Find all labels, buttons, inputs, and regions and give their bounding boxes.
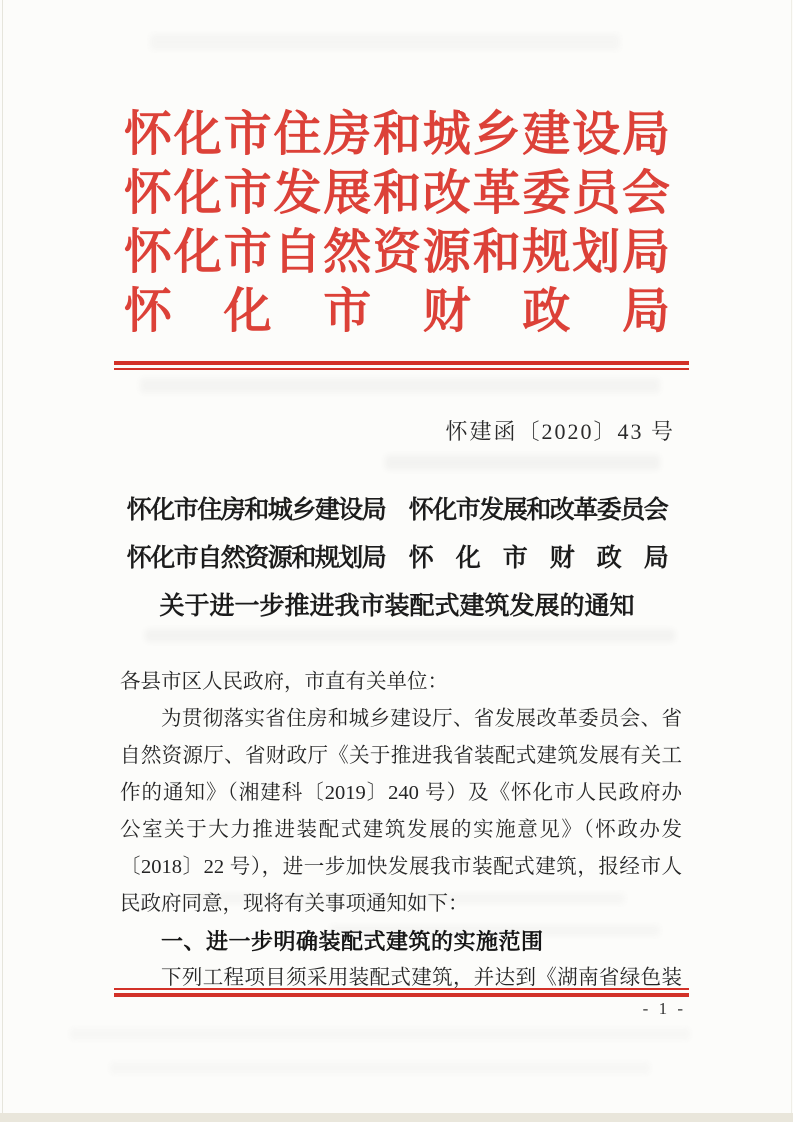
- document-number: 怀建函〔2020〕43 号: [445, 419, 675, 444]
- red-separator-rule-bottom: [114, 988, 689, 997]
- bleed-through-artifact: [385, 455, 660, 470]
- body-line: 民政府同意，现将有关事项通知如下：: [120, 893, 469, 915]
- agency-name-line: 怀 化 市 发 展 和 改 革 委 员 会: [124, 166, 670, 220]
- bleed-through-artifact: [110, 1062, 650, 1074]
- agency-name-line: 怀 化 市 财 政 局: [124, 284, 670, 338]
- scan-edge: [2, 0, 3, 1122]
- title-line: 关于进一步推进我市装配式建筑发展的通知: [159, 593, 635, 620]
- letterhead: [124, 105, 670, 341]
- red-separator-rule-top: [114, 361, 689, 370]
- title-line: 怀化市自然资源和规划局 怀 化 市 财 政 局: [126, 545, 668, 572]
- bleed-through-artifact: [150, 34, 620, 50]
- body-line: 为贯彻落实省住房和城乡建设厅、省发展改革委员会、省: [161, 708, 682, 730]
- agency-name-line: 怀 化 市 住 房 和 城 乡 建 设 局: [124, 107, 670, 161]
- body-section-heading: 一、进一步明确装配式建筑的实施范围: [161, 929, 544, 954]
- scan-edge: [0, 1113, 793, 1122]
- body-line: 自然资源厅、省财政厅《关于推进我省装配式建筑发展有关工: [120, 745, 682, 767]
- bleed-through-artifact: [70, 1028, 690, 1040]
- body-line: 〔2018〕22 号），进一步加快发展我市装配式建筑，报经市人: [120, 856, 682, 878]
- title-line: 怀化市住房和城乡建设局 怀化市发展和改革委员会: [126, 497, 668, 524]
- page-number: - 1 -: [642, 999, 686, 1018]
- document-title: [116, 487, 678, 631]
- body-line: 作的通知》（湘建科〔2019〕240 号）及《怀化市人民政府办: [120, 782, 682, 804]
- body-line: 公室关于大力推进装配式建筑发展的实施意见》（怀政办发: [120, 819, 682, 841]
- scan-edge: [791, 0, 792, 1122]
- body-line-salutation: 各县市区人民政府，市直有关单位：: [120, 671, 448, 693]
- document-body: [120, 664, 682, 997]
- bleed-through-artifact: [140, 378, 660, 393]
- agency-name-line: 怀 化 市 自 然 资 源 和 规 划 局: [124, 225, 670, 279]
- body-line: 下列工程项目须采用装配式建筑，并达到《湖南省绿色装: [161, 967, 682, 989]
